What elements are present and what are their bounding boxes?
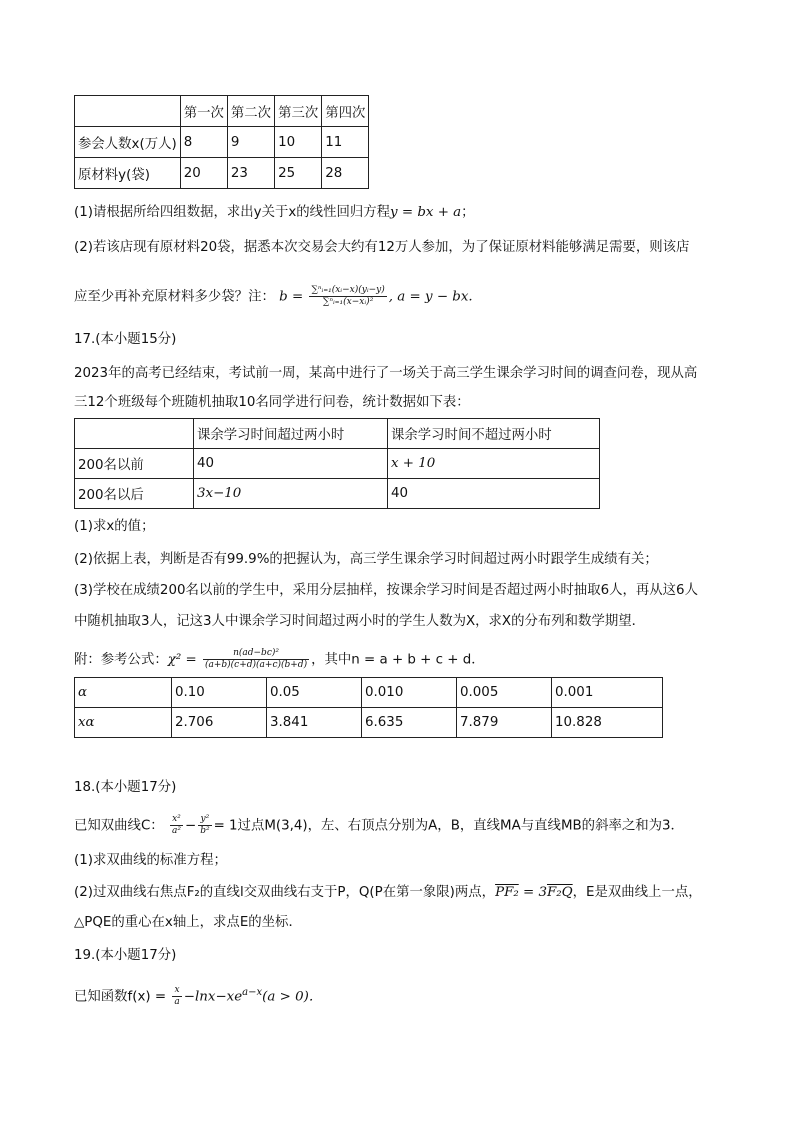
chi-square-numerator: n(ad−bc)² [203,648,309,660]
q18-sub1: (1)求双曲线的标准方程； [74,853,227,868]
table-cell: 200名以前 [75,449,194,479]
q17-sub2: (2)依据上表，判断是否有99.9%的把握认为，高三学生课余学习时间超过两小时跟学生成绩有关； [74,552,658,567]
hyperbola-y-term [198,814,211,837]
table-cell: 0.010 [362,678,457,708]
table-cell: 3.841 [267,708,362,738]
table-row [75,127,369,158]
table-row [75,479,600,509]
vector-equals: = 3 [518,885,547,900]
table-cell: 第三次 [275,96,322,127]
table-cell: 11 [322,127,369,158]
hyperbola-minus: − [184,818,197,834]
table-cell: 参会人数x(万人) [75,127,181,158]
y-term-denominator: b² [200,826,210,836]
hyperbola-x-term [170,814,183,837]
vector-pf2: PF₂ [495,885,519,900]
table-cell [75,96,181,127]
table-cell: 10.828 [552,708,663,738]
q17-title: 17.(本小题15分) [74,332,177,347]
table-header-row [75,96,369,127]
q17-sub3-line1: (3)学校在成绩200名以前的学生中，采用分层抽样，按课余学习时间是否超过两小时抽取6人，再从这6人 [74,583,698,598]
q16-part1 [74,203,475,223]
table-cell: 0.10 [172,678,267,708]
table-cell: 第一次 [180,96,227,127]
q18-sub2-text: (2)过双曲线右焦点F₂的直线l交双曲线右支于P，Q(P在第一象限)两点， [74,885,496,900]
q16-part3-text: 应至少再补充原材料多少袋？注： [74,289,275,305]
q18-sub2-line1 [74,883,702,903]
q18-statement [74,814,684,837]
q18-sub2-tail: ，E是双曲线上一点， [572,885,702,900]
table-cell: 3x−10 [194,479,388,509]
reference-label: 附：参考公式： [74,652,168,668]
table-cell: 28 [322,158,369,189]
q19-title: 19.(本小题17分) [74,948,177,963]
fraction-denominator: a [174,996,180,1007]
x-term-numerator: x² [170,814,183,826]
table-cell: 25 [275,158,322,189]
table-row [75,678,663,708]
formula-b-numerator: ∑ⁿᵢ₌₁(xᵢ−x)(yᵢ−y) [311,285,385,295]
formula-a: , a = y − bx. [388,289,473,305]
q19-statement-start: 已知函数f(x) = [74,989,167,1005]
table-cell: 第二次 [227,96,274,127]
table-cell: 原材料y(袋) [75,158,181,189]
q16-part1-end: ； [461,205,475,220]
table-cell: 课余学习时间超过两小时 [194,419,388,449]
table-row [75,708,663,738]
table-row [75,449,600,479]
q16-part1-text: (1)请根据所给四组数据，求出y关于x的线性回归方程 [74,205,391,220]
chi-square-tail: ，其中n = a + b + c + d． [311,652,485,668]
formula-b-lhs: b = [279,289,304,305]
q16-part2: (2)若该店现有原材料20袋，据悉本次交易会大约有12万人参加，为了保证原材料能够满足需要，则该店 [74,240,690,255]
chi-square-denominator: (a+b)(c+d)(a+c)(b+d) [204,660,308,670]
vector-f2q: F₂Q [547,885,573,900]
table-cell: 20 [180,158,227,189]
table-cell: x + 10 [388,449,600,479]
table-row [75,158,369,189]
table-cell: 9 [227,127,274,158]
table-cell: 23 [227,158,274,189]
x-over-a-fraction [172,985,181,1008]
table-cell: 10 [275,127,322,158]
table-cell: 6.635 [362,708,457,738]
q17-reference-formula [74,648,485,671]
table-cell: 8 [180,127,227,158]
table-cell: 40 [388,479,600,509]
table-cell: 200名以后 [75,479,194,509]
y-term-numerator: y² [198,814,211,826]
table-cell: 0.005 [457,678,552,708]
formula-b-denominator: ∑ⁿᵢ₌₁(x−xᵢ)² [322,297,374,307]
table-cell: 2.706 [172,708,267,738]
table-cell: 0.001 [552,678,663,708]
critical-value-table [74,677,663,738]
table-cell: 0.05 [267,678,362,708]
table-cell: α [75,678,172,708]
exponent: a−x [242,987,263,998]
q17-intro-line2: 三12个班级每个班随机抽取10名同学进行问卷，统计数据如下表： [74,395,470,410]
x-term-denominator: a² [171,826,181,836]
table-cell: 课余学习时间不超过两小时 [388,419,600,449]
q18-statement-start: 已知双曲线C： [74,818,164,834]
q17-sub3-line2: 中随机抽取3人，记这3人中课余学习时间超过两小时的学生人数为X，求X的分布列和数学期望． [74,614,646,629]
table-cell: 第四次 [322,96,369,127]
formula-b-fraction [309,285,386,308]
q18-statement-end: = 1过点M(3,4)，左、右顶点分别为A，B，直线MA与直线MB的斜率之和为3． [213,818,684,834]
q17-sub1: (1)求x的值； [74,519,155,534]
table-header-row [75,419,600,449]
chi-square-lhs: χ² = [167,652,197,668]
function-condition: (a > 0)． [262,989,323,1005]
q18-sub2-line2: △PQE的重心在x轴上，求点E的坐标． [74,915,302,930]
function-body: −lnx−xe [183,989,243,1005]
table-cell: 40 [194,449,388,479]
table-cell: xα [75,708,172,738]
survey-table [74,418,600,509]
table-cell: 7.879 [457,708,552,738]
chi-square-fraction [203,648,309,671]
q17-intro-line1: 2023年的高考已经结束，考试前一周，某高中进行了一场关于高三学生课余学习时间的调查问卷，现从高 [74,366,698,381]
fraction-numerator: x [172,985,181,997]
data-table-attendance [74,95,369,189]
q16-part3 [74,285,473,308]
q19-statement [74,983,322,1008]
table-cell [75,419,194,449]
regression-equation: y = bx + a [390,205,462,220]
q18-title: 18.(本小题17分) [74,780,177,795]
